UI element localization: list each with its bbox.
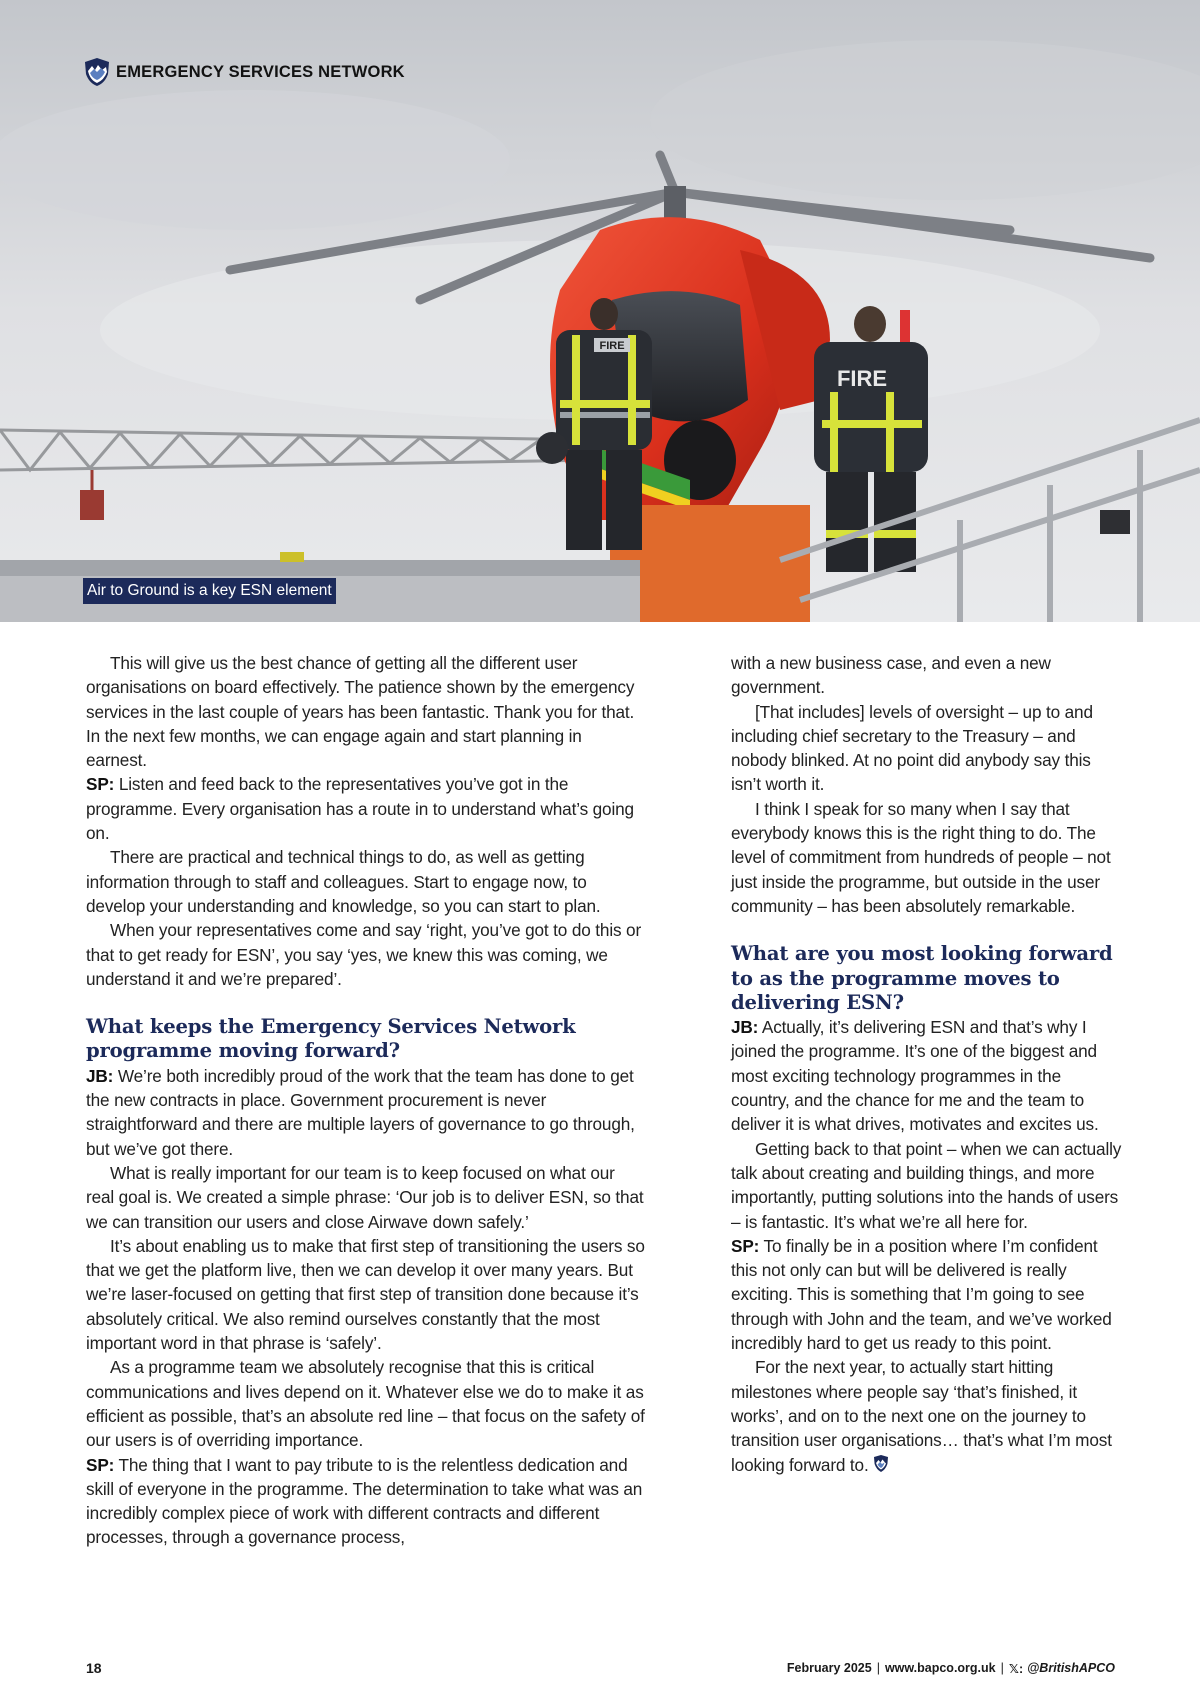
paragraph: It’s about enabling us to make that first step of transitioning the users so that we get the platform live, then we can develop it over many years. But we’re laser-focused on getting that first step of transition done because it’s absolutely critical. We also remind ourselves constantly that the most important word in that phrase is ‘safely’. bbox=[86, 1235, 645, 1354]
footer-separator: | bbox=[1000, 1661, 1004, 1675]
speaker-initials: SP: bbox=[86, 1454, 115, 1475]
paragraph: This will give us the best chance of getting all the different user organisations on board effectively. The patience shown by the emergency services in the last couple of years has been fantastic. Thank you for that. In the next few months, we can engage again and start planning in earnest. bbox=[86, 653, 635, 771]
paragraph bbox=[731, 1234, 1123, 1355]
section-heading: What are you most looking forward to as the programme moves to delivering ESN? bbox=[731, 942, 1113, 1014]
end-of-article-shield-icon bbox=[873, 1454, 889, 1473]
footer-separator: | bbox=[876, 1661, 880, 1675]
publication-title: EMERGENCY SERVICES NETWORK bbox=[116, 62, 405, 81]
paragraph-text: Listen and feed back to the representatives you’ve got in the programme. Every organisation has a route in to understand what’s going on. bbox=[86, 774, 634, 844]
article-column-right bbox=[731, 651, 1123, 1477]
speaker-initials: JB: bbox=[86, 1065, 114, 1086]
article-column-left bbox=[86, 651, 646, 1550]
photo-caption: Air to Ground is a key ESN element bbox=[83, 578, 336, 604]
paragraph-text: To finally be in a position where I’m confident this not only can but will be delivered is really exciting. This is something that I’m going to see through with John and the team, and we’ve worked incredibly hard to get us ready to this point. bbox=[731, 1235, 1112, 1354]
paragraph-text: The thing that I want to pay tribute to is the relentless dedication and skill of everyone in the programme. The determination to take what was an incredibly complex piece of work with different contracts and different processes, through a governance process, bbox=[86, 1454, 643, 1548]
paragraph: As a programme team we absolutely recognise that this is critical communications and lives depend on it. Whatever else we do to make it as efficient as possible, that’s an absolute red line – that focus on the safety of our users is of overriding importance. bbox=[86, 1357, 645, 1451]
social-handle[interactable]: @BritishAPCO bbox=[1027, 1661, 1115, 1675]
page-number: 18 bbox=[86, 1660, 102, 1676]
hero-photo bbox=[0, 0, 1200, 622]
paragraph: When your representatives come and say ‘right, you’ve got to do this or that to get ready for ESN’, you say ‘yes, we knew this was coming, we understand it and we’re prepared’. bbox=[86, 920, 642, 989]
jacket-label-left: FIRE bbox=[599, 340, 625, 352]
paragraph: I think I speak for so many when I say that everybody knows this is the right thing to do. The level of commitment from hundreds of people – not just inside the programme, but outside in the user community – has been absolutely remarkable. bbox=[731, 798, 1111, 916]
section-heading: What keeps the Emergency Services Network programme moving forward? bbox=[86, 1015, 576, 1063]
paragraph: with a new business case, and even a new government. bbox=[731, 653, 1051, 698]
speaker-initials: JB: bbox=[731, 1017, 759, 1038]
paragraph bbox=[86, 1453, 646, 1550]
paragraph-text: Actually, it’s delivering ESN and that’s why I joined the programme. It’s one of the biggest and most exciting technology programmes in the country, and the chance for me and the team to deliver it is what drives, motivates and excites us. bbox=[731, 1017, 1099, 1135]
helicopter-photo bbox=[0, 0, 1200, 622]
website-link[interactable]: www.bapco.org.uk bbox=[884, 1661, 996, 1675]
paragraph: There are practical and technical things to do, as well as getting information through to staff and colleagues. Start to engage now, to develop your understanding and knowledge, so you can start to plan. bbox=[86, 847, 601, 916]
paragraph: [That includes] levels of oversight – up to and including chief secretary to the Treasury – and nobody blinked. At no point did anybody say this isn’t worth it. bbox=[731, 701, 1093, 795]
shield-crest-icon bbox=[84, 57, 110, 87]
masthead bbox=[84, 56, 405, 88]
paragraph bbox=[731, 1355, 1123, 1476]
speaker-initials: SP: bbox=[731, 1235, 760, 1256]
x-logo-icon: 𝕏: bbox=[1008, 1662, 1024, 1676]
paragraph bbox=[731, 1015, 1123, 1136]
issue-date: February 2025 bbox=[786, 1661, 872, 1675]
speaker-initials: SP: bbox=[86, 774, 115, 795]
paragraph bbox=[86, 772, 646, 845]
jacket-label-right: FIRE bbox=[836, 366, 888, 391]
paragraph: What is really important for our team is to keep focused on what our real goal is. We created a simple phrase: ‘Our job is to deliver ESN, so that we can transition our users and close Airwave down safely.’ bbox=[86, 1162, 644, 1232]
paragraph bbox=[86, 1064, 646, 1161]
paragraph: Getting back to that point – when we can actually talk about creating and building things, and more importantly, putting solutions into the hands of users – is fantastic. It’s what we’re all here for. bbox=[731, 1138, 1122, 1232]
paragraph-text: For the next year, to actually start hitting milestones where people say ‘that’s finished, it works’, and on to the next one on the journey to transition user organisations… that’s what I’m most looking forward to. bbox=[731, 1357, 1112, 1475]
paragraph-text: We’re both incredibly proud of the work that the team has done to get the new contracts in place. Government procurement is never straightforward and there are multiple layers of governance to go through, but we’ve got there. bbox=[86, 1065, 635, 1159]
footer-info bbox=[787, 1661, 1115, 1676]
